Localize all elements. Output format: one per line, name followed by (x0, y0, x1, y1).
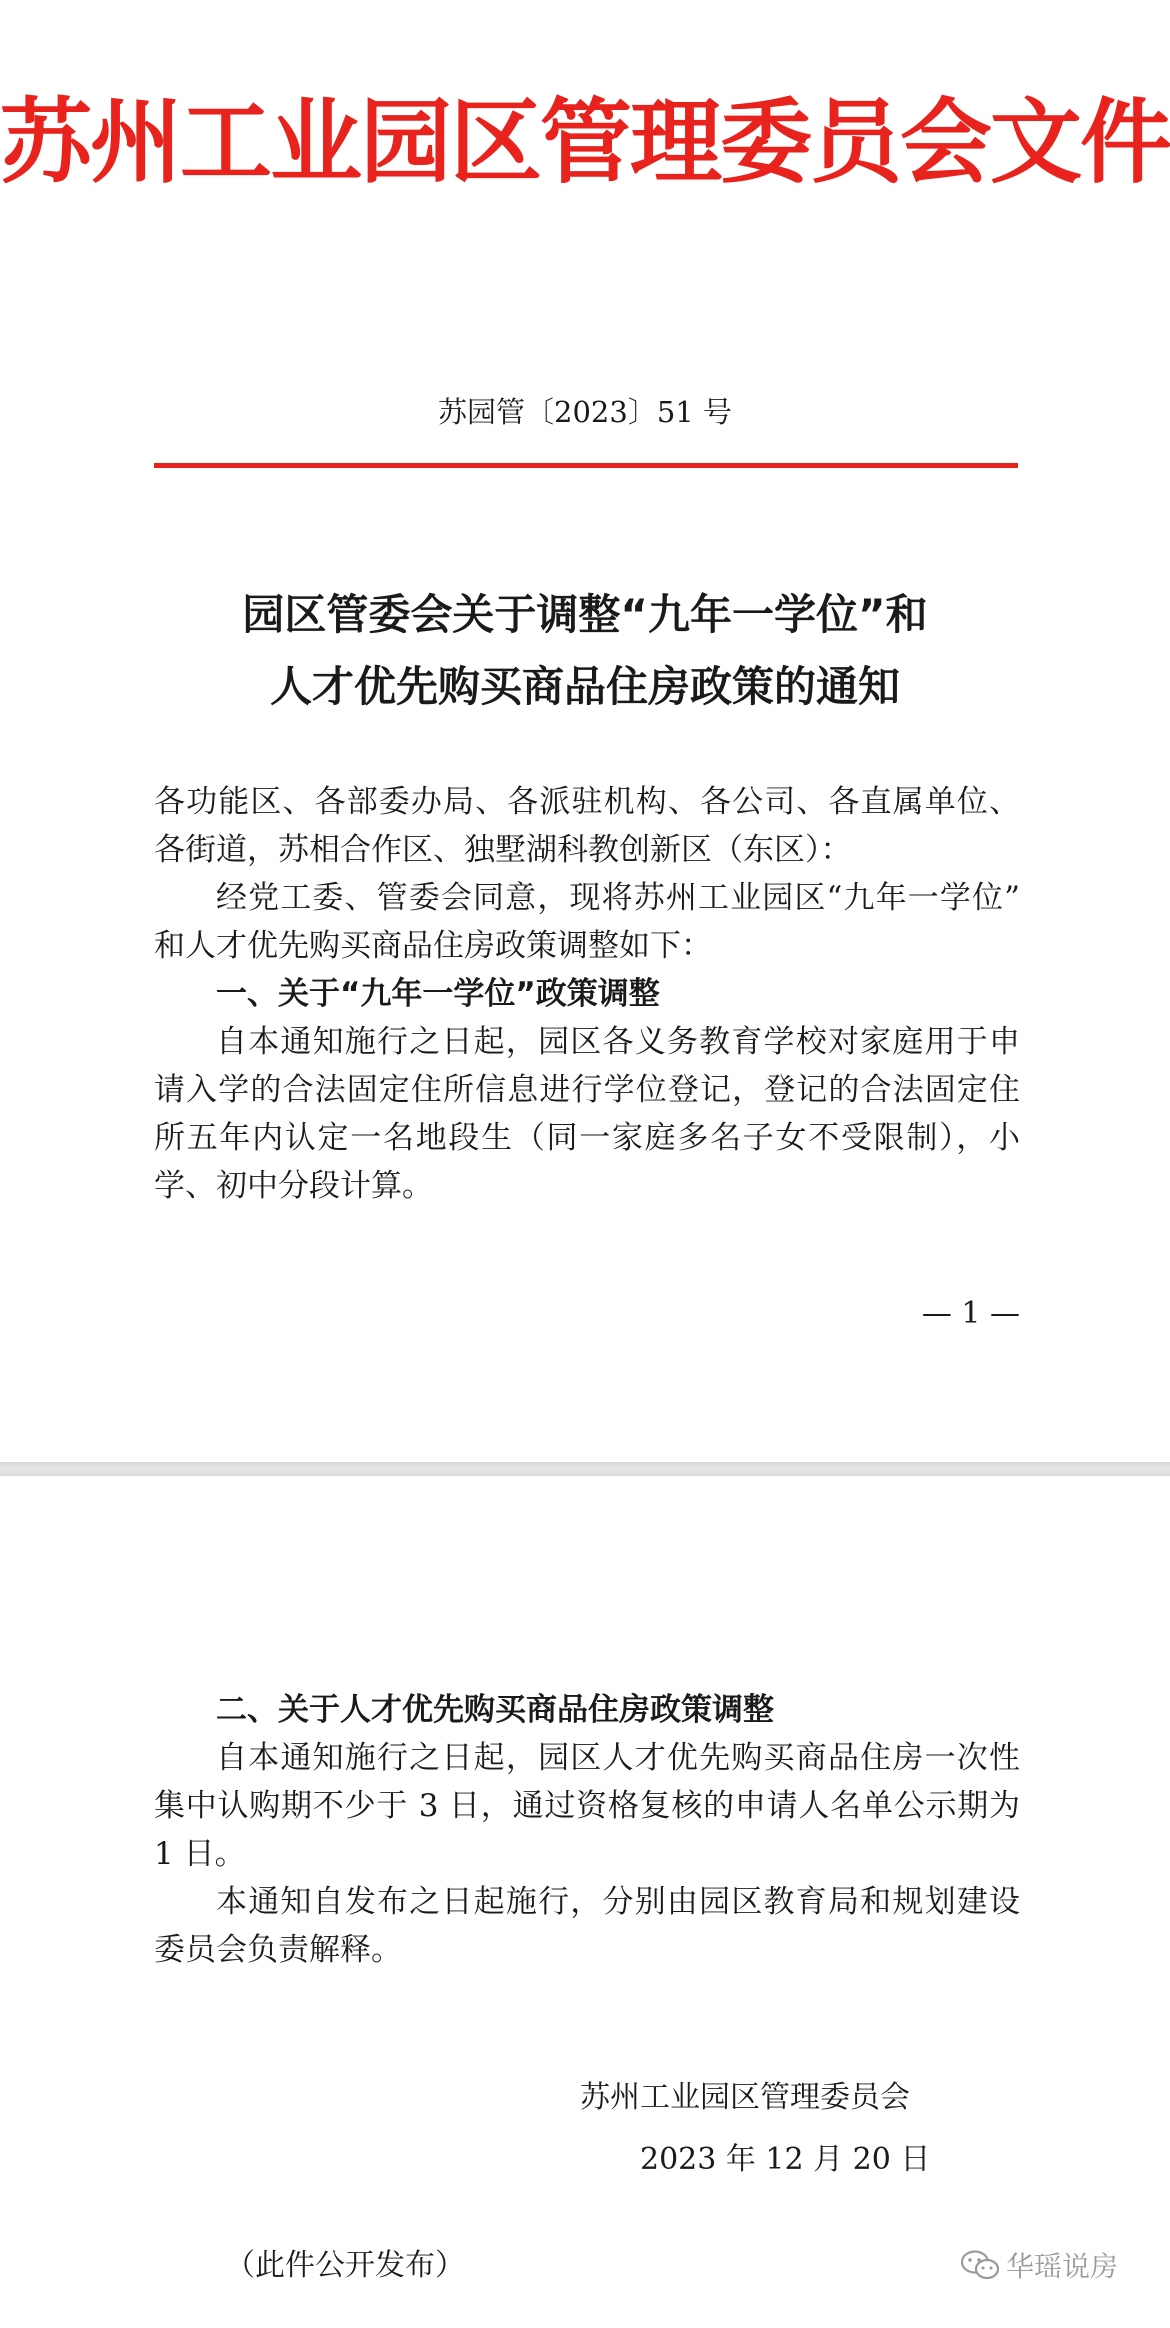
section-2-line: 自本通知施行之日起，园区人才优先购买商品住房一次性 (216, 1740, 1020, 1776)
intro-line-1: 经党工委、管委会同意，现将苏州工业园区“九年一学位” (216, 880, 1020, 916)
publication-note: （此件公开发布） (225, 2248, 465, 2283)
section-1-heading: 一、关于“九年一学位”政策调整 (216, 976, 660, 1012)
intro-line-2: 和人才优先购买商品住房政策调整如下： (154, 928, 712, 964)
section-1-line: 请入学的合法固定住所信息进行学位登记，登记的合法固定住 (154, 1072, 1020, 1108)
closing-line: 本通知自发布之日起施行，分别由园区教育局和规划建设 (216, 1884, 1020, 1920)
closing-line: 委员会负责解释。 (154, 1932, 402, 1968)
section-1-line: 自本通知施行之日起，园区各义务教育学校对家庭用于申 (216, 1024, 1020, 1060)
section-1-line: 学、初中分段计算。 (154, 1168, 433, 1204)
section-2-line: 1 日。 (154, 1836, 246, 1872)
issuer-header-title: 苏州工业园区管理委员会文件 (0, 89, 1170, 196)
notice-title-line-1: 园区管委会关于调整“九年一学位”和 (242, 590, 928, 639)
page-number: — 1 — (921, 1296, 1020, 1331)
addressees-line-1: 各功能区、各部委办局、各派驻机构、各公司、各直属单位、 (154, 784, 1020, 820)
watermark (960, 2245, 1118, 2285)
signature-date: 2023 年 12 月 20 日 (640, 2142, 931, 2177)
signature-organization: 苏州工业园区管理委员会 (580, 2080, 910, 2115)
notice-title-line-2: 人才优先购买商品住房政策的通知 (269, 662, 900, 711)
red-divider-line (154, 463, 1018, 468)
section-2-line: 集中认购期不少于 3 日，通过资格复核的申请人名单公示期为 (154, 1788, 1020, 1824)
page-separator (0, 1462, 1170, 1476)
watermark-text: 华瑶说房 (1006, 2250, 1119, 2283)
addressees-line-2: 各街道，苏相合作区、独墅湖科教创新区（东区）： (154, 832, 852, 868)
section-2-heading: 二、关于人才优先购买商品住房政策调整 (216, 1692, 774, 1728)
section-1-line: 所五年内认定一名地段生（同一家庭多名子女不受限制），小 (154, 1120, 1020, 1156)
document-number: 苏园管〔2023〕51 号 (438, 395, 732, 429)
wechat-icon (960, 2249, 1000, 2281)
